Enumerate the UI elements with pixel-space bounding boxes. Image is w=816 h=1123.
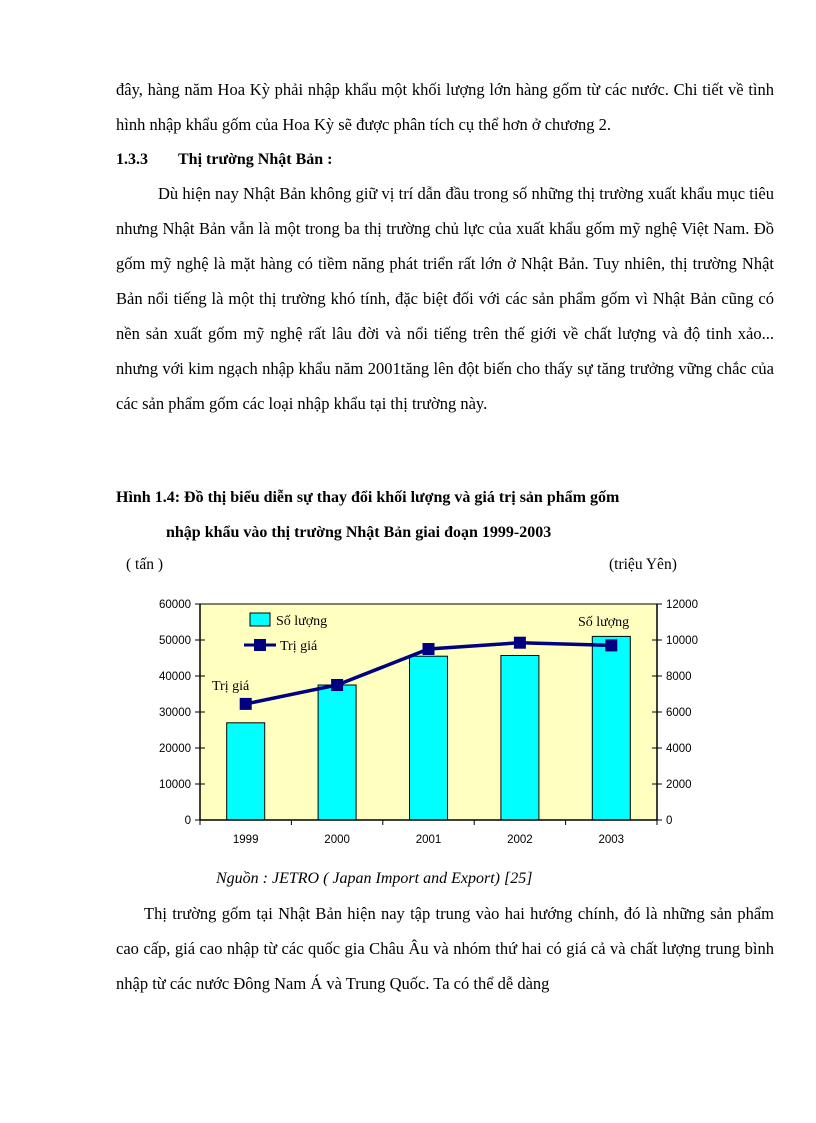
section-title: Thị trường Nhật Bản : xyxy=(178,151,333,168)
legend-label-line: Trị giá xyxy=(280,639,318,654)
left-tick-label: 10000 xyxy=(159,779,191,791)
left-tick-label: 20000 xyxy=(159,743,191,755)
left-axis-unit: ( tấn ) xyxy=(126,556,164,573)
right-tick-label: 6000 xyxy=(666,707,692,719)
bar-2002 xyxy=(501,655,539,820)
marker-2003 xyxy=(605,639,617,651)
marker-1999 xyxy=(240,698,252,710)
right-tick-label: 0 xyxy=(666,815,673,827)
x-tick-label: 2003 xyxy=(598,834,625,846)
legend-swatch-bar xyxy=(250,613,270,626)
right-tick-label: 2000 xyxy=(666,779,692,791)
section-heading xyxy=(116,151,332,169)
right-tick-label: 12000 xyxy=(666,599,698,611)
x-tick-label: 2001 xyxy=(415,834,442,846)
marker-2001 xyxy=(423,643,435,655)
bar-2001 xyxy=(410,656,448,820)
section-number: 1.3.3 xyxy=(116,151,148,168)
right-axis-unit: (triệu Yên) xyxy=(609,556,677,573)
right-tick-label: 8000 xyxy=(666,671,692,683)
left-tick-label: 40000 xyxy=(159,671,191,683)
x-tick-label: 2002 xyxy=(507,834,533,846)
annotation-quantity: Số lượng xyxy=(578,615,630,630)
combo-chart xyxy=(140,588,698,858)
left-tick-label: 0 xyxy=(184,815,191,827)
left-tick-label: 50000 xyxy=(159,635,191,647)
figure-caption-line1: Hình 1.4: Đồ thị biểu diễn sự thay đổi khối lượng và giá trị sản phẩm gốm xyxy=(116,489,620,506)
right-tick-label: 4000 xyxy=(666,743,692,755)
body-paragraph-2: Thị trường gốm tại Nhật Bản hiện nay tập trung vào hai hướng chính, đó là những sản phẩm cao cấp, giá cao nhập từ các quốc gia Châu Âu và nhóm thứ hai có giá cả và chất lượng trung bình nhập từ các nước Đông Nam Á và Trung Quốc. Ta có thể dễ dàng xyxy=(116,904,774,993)
legend-label-bar: Số lượng xyxy=(276,614,328,629)
marker-2002 xyxy=(514,637,526,649)
figure-caption-line2: nhập khẩu vào thị trường Nhật Bản giai đoạn 1999-2003 xyxy=(166,524,552,541)
bar-1999 xyxy=(227,723,265,820)
x-tick-label: 2000 xyxy=(324,834,350,846)
legend-marker xyxy=(254,639,266,651)
marker-2000 xyxy=(331,679,343,691)
source-note: Nguồn : JETRO ( Japan Import and Export) [25] xyxy=(216,870,533,887)
right-tick-label: 10000 xyxy=(666,635,698,647)
left-tick-label: 30000 xyxy=(159,707,191,719)
bar-2000 xyxy=(318,685,356,820)
intro-paragraph: đây, hàng năm Hoa Kỳ phải nhập khẩu một khối lượng lớn hàng gốm từ các nước. Chi tiết về tình hình nhập khẩu gốm của Hoa Kỳ sẽ được phân tích cụ thể hơn ở chương 2. xyxy=(116,80,774,134)
annotation-value: Trị giá xyxy=(212,679,250,694)
x-tick-label: 1999 xyxy=(232,834,259,846)
bar-2003 xyxy=(592,636,630,820)
body-paragraph-1: Dù hiện nay Nhật Bản không giữ vị trí dẫn đầu trong số những thị trường xuất khẩu mục tiêu nhưng Nhật Bản vẫn là một trong ba thị trường chủ lực của xuất khẩu gốm mỹ nghệ Việt Nam. Đồ gốm mỹ nghệ là mặt hàng có tiềm năng phát triển rất lớn ở Nhật Bản. Tuy nhiên, thị trường Nhật Bản nổi tiếng là một thị trường khó tính, đặc biệt đối với các sản phẩm gốm vì Nhật Bản cũng có nền sản xuất gốm mỹ nghệ rất lâu đời và nổi tiếng trên thế giới về chất lượng và độ tinh xảo... nhưng với kim ngạch nhập khẩu năm 2001tăng lên đột biến cho thấy sự tăng trưởng vững chắc của các sản phẩm gốm các loại nhập khẩu tại thị trường này. xyxy=(116,184,774,413)
left-tick-label: 60000 xyxy=(159,599,191,611)
